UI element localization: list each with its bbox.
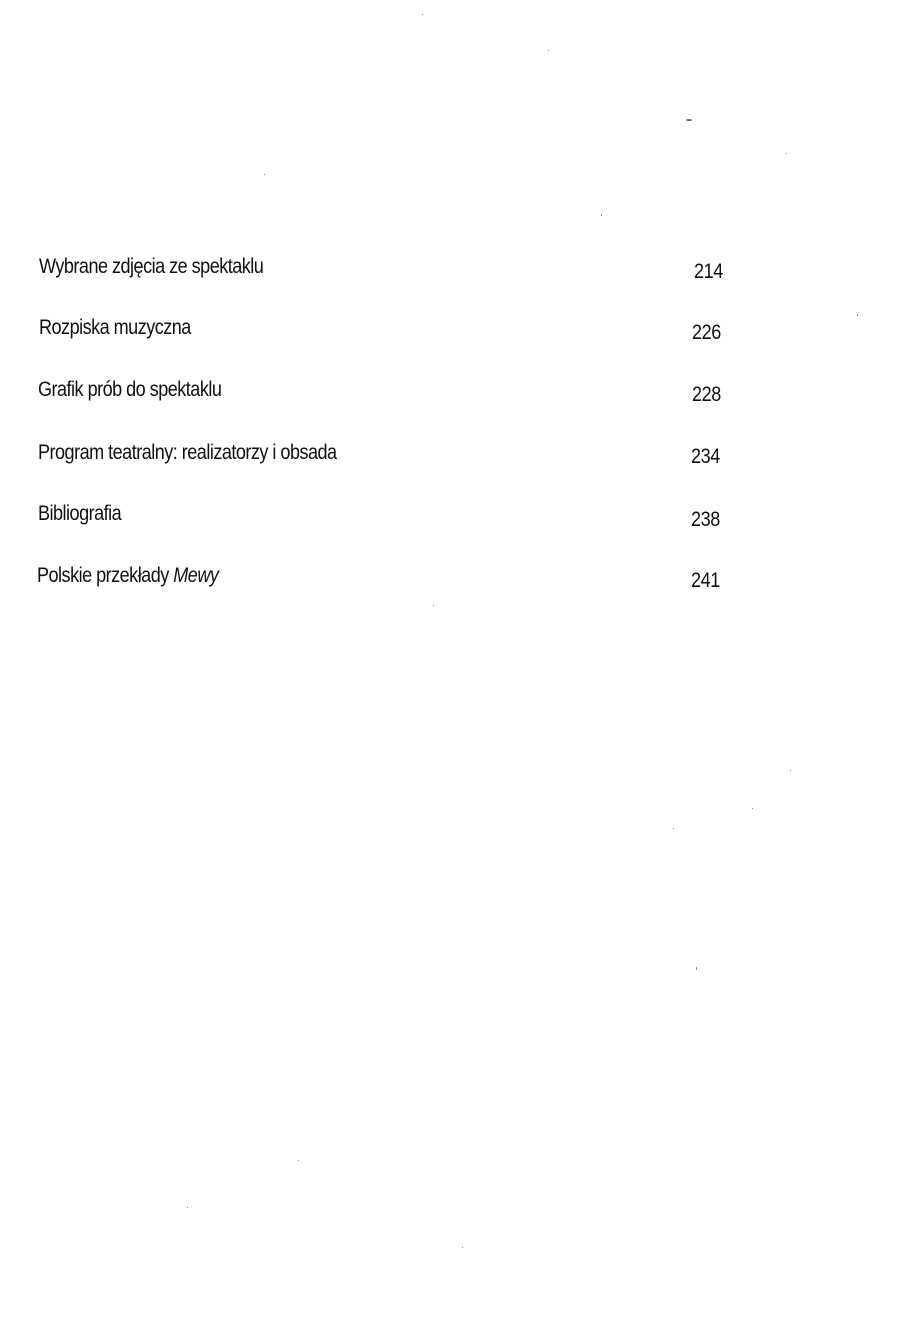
scan-speck [786, 153, 787, 154]
toc-entry-title: Rozpiska muzyczna [39, 316, 191, 339]
toc-entry-bibliography [0, 500, 900, 540]
scan-speck [601, 214, 602, 216]
toc-entry-title: Wybrane zdjęcia ze spektaklu [39, 255, 264, 278]
toc-entry-page-number: 226 [692, 321, 721, 344]
toc-entry-title-italic: Mewy [173, 564, 219, 587]
toc-entry-rehearsal-schedule [0, 376, 900, 416]
scan-speck [433, 605, 434, 606]
scan-speck [790, 770, 791, 771]
toc-entry-page-number: 238 [691, 508, 720, 531]
toc-entry-title-text: Polskie przekłady [37, 564, 174, 587]
toc-entry-page-number: 241 [691, 569, 720, 592]
toc-entry-music [0, 314, 900, 354]
scan-speck [462, 1247, 463, 1248]
toc-entry-title: Program teatralny: realizatorzy i obsada [38, 441, 337, 464]
toc-entry-polish-translations [0, 562, 900, 602]
toc-entry-title: Grafik prób do spektaklu [38, 378, 222, 401]
scan-speck [187, 1207, 188, 1208]
toc-entry-page-number: 214 [694, 260, 723, 283]
scan-speck [673, 828, 674, 829]
toc-entry-page-number: 228 [692, 383, 721, 406]
toc-entry-title: Bibliografia [38, 502, 122, 525]
scan-speck [548, 50, 549, 51]
scan-speck [696, 967, 697, 970]
scan-speck [686, 119, 692, 121]
scan-speck [298, 1160, 299, 1161]
toc-entry-title [37, 565, 218, 586]
toc-entry-theatre-program [0, 438, 900, 478]
toc-entry-page-number: 234 [691, 445, 720, 468]
toc-entry-photos [0, 252, 900, 292]
scan-speck [264, 174, 265, 175]
scan-speck [857, 314, 858, 316]
scan-speck [422, 14, 423, 15]
scan-speck [752, 808, 753, 809]
